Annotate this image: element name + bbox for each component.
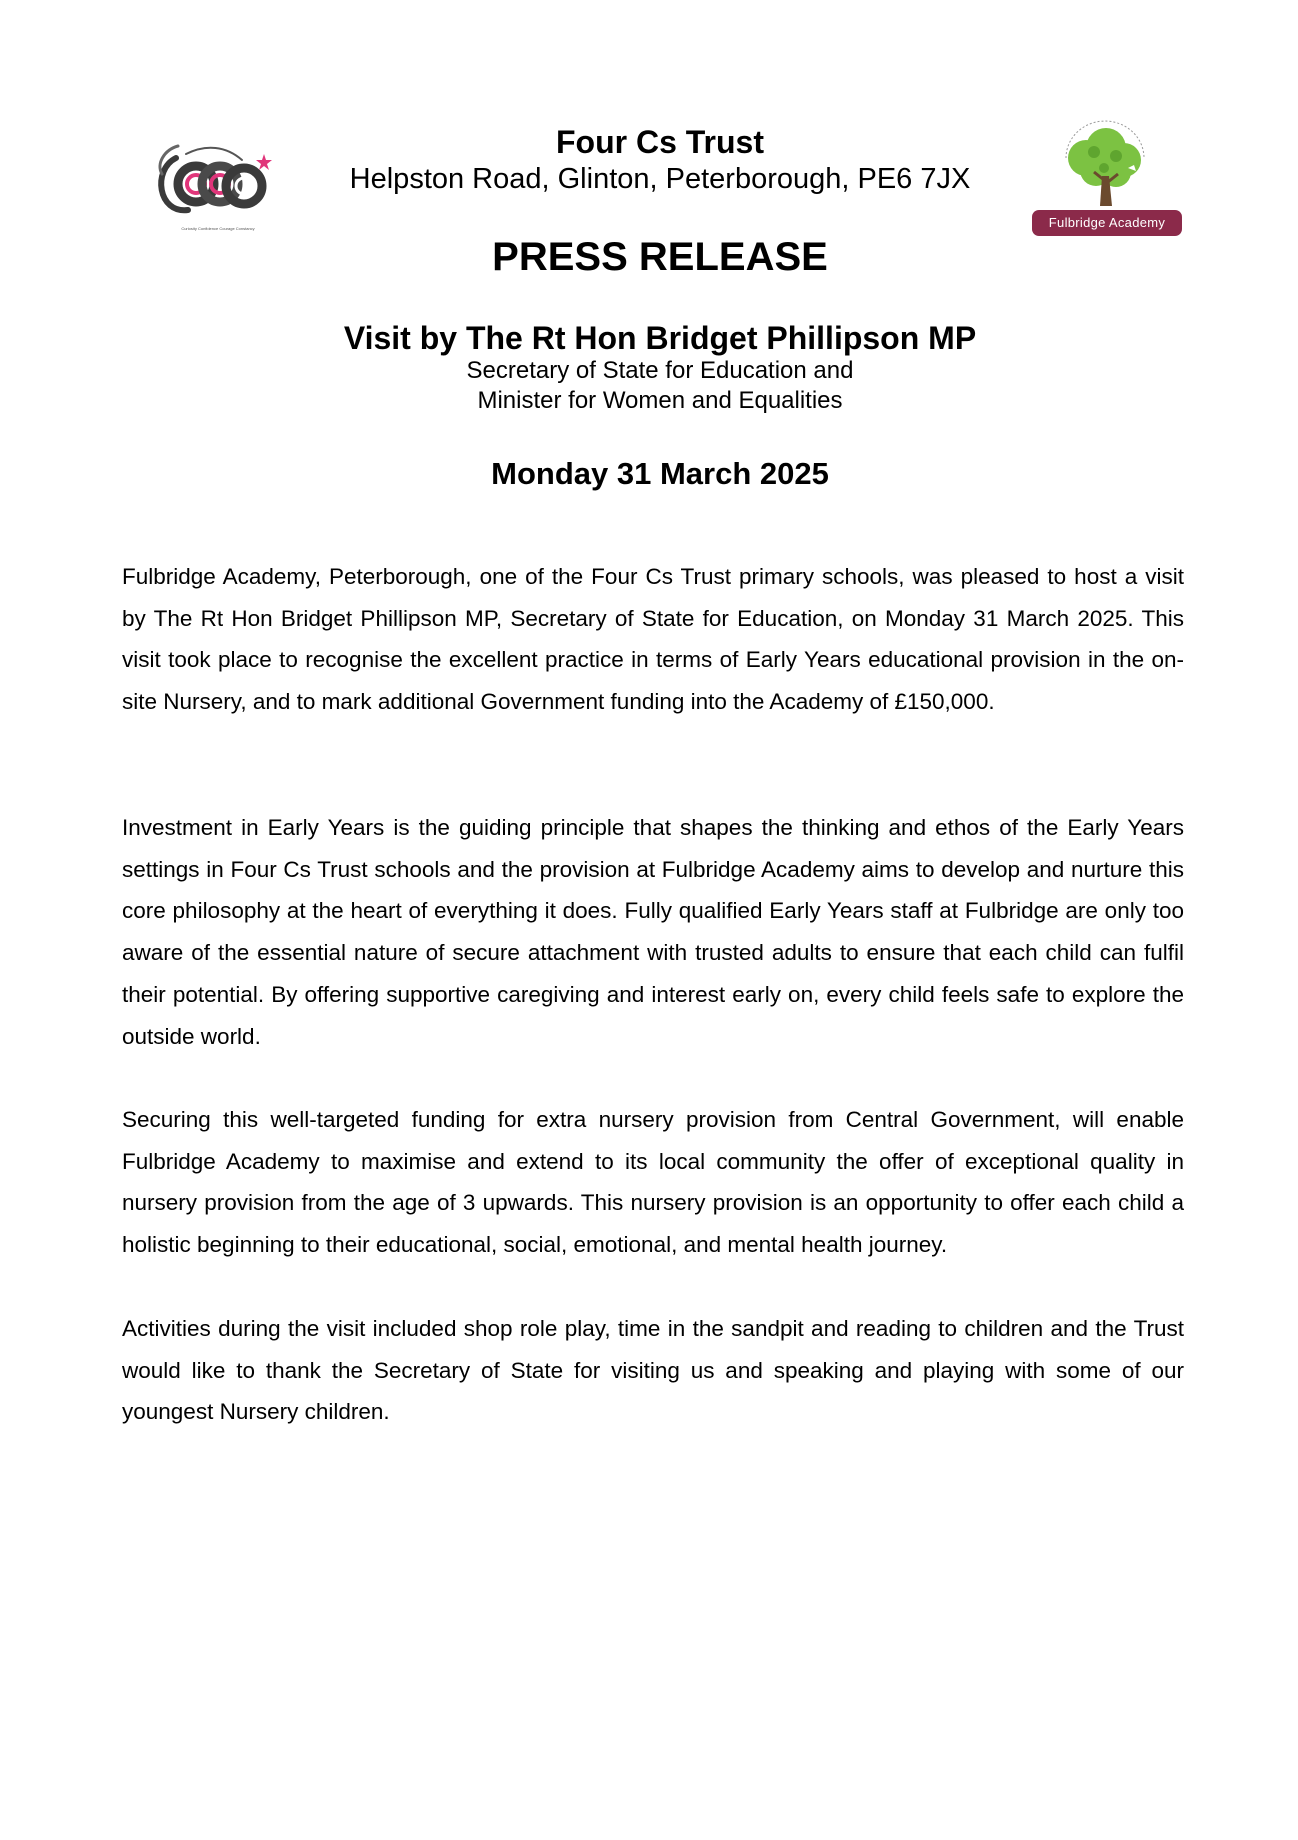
body-paragraph: Investment in Early Years is the guiding principle that shapes the thinking and ethos of the Early Years settings in Four Cs Trust schools and the provision at Fulbridge Academy aims to develop and nurture this core philosophy at the heart of everything it does. Fully qualified Early Years staff at Fulbridge are only too aware of the essential nature of secure attachment with trusted adults to ensure that each child can fulfil their potential. By offering supportive caregiving and interest early on, every child feels safe to explore the outside world. <box>122 815 1184 1049</box>
fulbridge-academy-logo <box>1024 118 1180 238</box>
body-paragraph: Activities during the visit included shop role play, time in the sandpit and reading to children and the Trust would like to thank the Secretary of State for visiting us and speaking and playing with some of our youngest Nursery children. <box>122 1316 1184 1425</box>
visitor-role-line-1: Secretary of State for Education and <box>466 357 854 384</box>
visit-title: Visit by The Rt Hon Bridget Phillipson MP <box>343 320 977 356</box>
body-paragraph: Fulbridge Academy, Peterborough, one of the Four Cs Trust primary schools, was pleased to host a visit by The Rt Hon Bridget Phillipson MP, Secretary of State for Education, on Monday 31 March 2025. This visit took place to recognise the excellent practice in terms of Early Years educational provision in the on-site Nursery, and to mark additional Government funding into the Academy of £150,000. <box>122 564 1184 715</box>
body-paragraph: Securing this well-targeted funding for extra nursery provision from Central Government, will enable Fulbridge Academy to maximise and extend to its local community the offer of exceptional quality in nursery provision from the age of 3 upwards. This nursery provision is an opportunity to offer each child a holistic beginning to their educational, social, emotional, and mental health journey. <box>122 1107 1184 1258</box>
visit-date: Monday 31 March 2025 <box>491 456 829 491</box>
four-cs-trust-logo <box>156 140 280 240</box>
visitor-role <box>300 356 1020 416</box>
org-address: Helpston Road, Glinton, Peterborough, PE6 7JX <box>349 163 971 195</box>
fulbridge-tree-icon <box>1024 118 1180 214</box>
document-type-title: PRESS RELEASE <box>492 235 828 279</box>
fulbridge-academy-badge: Fulbridge Academy <box>1032 210 1182 236</box>
org-name: Four Cs Trust <box>555 124 764 160</box>
four-cs-logo-icon <box>156 140 280 226</box>
logo-tagline: Curiosity Confidence Courage Constancy <box>181 226 255 231</box>
visitor-role-line-2: Minister for Women and Equalities <box>477 387 843 414</box>
